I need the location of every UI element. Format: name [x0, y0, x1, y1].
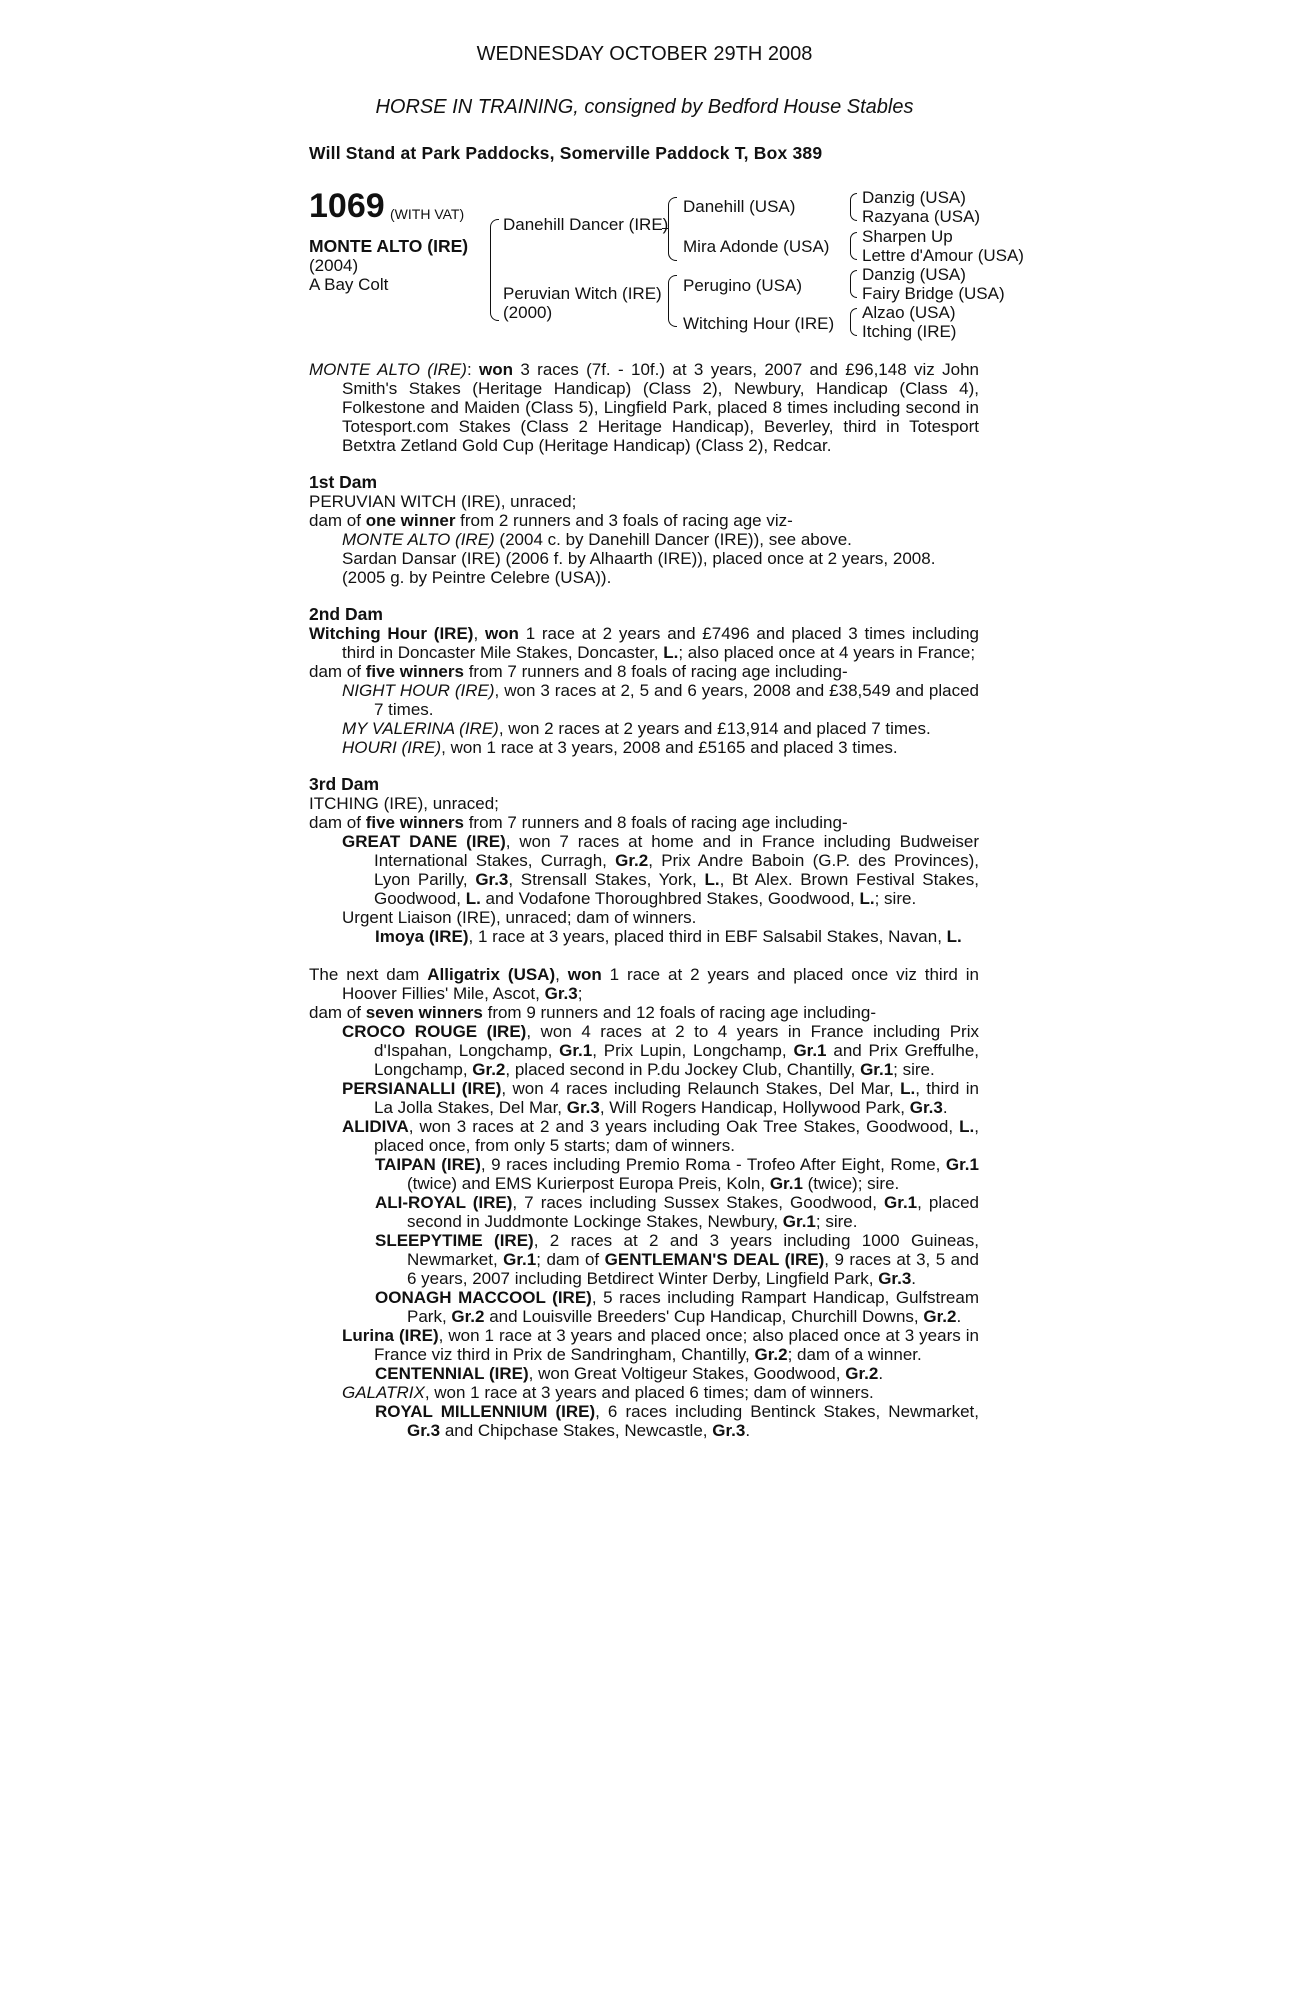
pedigree-brace-3 [668, 275, 677, 327]
next-dam-foal-alidiva: ALIDIVA, won 3 races at 2 and 3 years including Oak Tree Stakes, Goodwood, L., placed once, from only 5 starts; dam of winners. [342, 1117, 979, 1155]
first-dam-line: PERUVIAN WITCH (IRE), unraced; [309, 492, 577, 511]
next-dam-foal-persianalli: PERSIANALLI (IRE), won 4 races including Relaunch Stakes, Del Mar, L., third in La Jolla Stakes, Del Mar, Gr.3, Will Rogers Handicap, Hollywood Park, Gr.3. [342, 1079, 979, 1117]
pedigree-brace-1 [490, 219, 499, 321]
stand-location: Will Stand at Park Paddocks, Somerville Paddock T, Box 389 [309, 143, 823, 163]
pedigree-brace-2-tick [662, 228, 669, 229]
horse-name: MONTE ALTO (IRE) [309, 236, 469, 256]
vat-note: (WITH VAT) [390, 206, 465, 222]
pedigree-gg-4: Lettre d'Amour (USA) [862, 246, 1024, 265]
pedigree-dam-year: (2000) [503, 303, 553, 322]
pedigree-dam-sire: Perugino (USA) [683, 276, 803, 295]
third-dam-heading: 3rd Dam [309, 774, 380, 794]
alidiva-foal-taipan: TAIPAN (IRE), 9 races including Premio Roma - Trofeo After Eight, Rome, Gr.1 (twice) and EMS Kurierpost Europa Preis, Koln, Gr.1 (twice); sire. [375, 1155, 979, 1193]
second-dam-produce: dam of five winners from 7 runners and 8 foals of racing age including- [309, 662, 848, 681]
pedigree-brace-6 [850, 270, 857, 298]
next-dam-foal-galatrix: GALATRIX, won 1 race at 3 years and placed 6 times; dam of winners. [342, 1383, 874, 1402]
pedigree-brace-7 [850, 308, 857, 336]
pedigree-brace-2 [668, 197, 677, 261]
first-dam-heading: 1st Dam [309, 472, 378, 492]
pedigree-gg-5: Danzig (USA) [862, 265, 966, 284]
pedigree-brace-5 [850, 232, 857, 260]
first-dam-produce: dam of one winner from 2 runners and 3 foals of racing age viz- [309, 511, 793, 530]
pedigree-sire-sire: Danehill (USA) [683, 197, 796, 216]
pedigree-gg-1: Danzig (USA) [862, 188, 966, 207]
pedigree-gg-8: Itching (IRE) [862, 322, 957, 341]
horse-year: (2004) [309, 256, 359, 275]
second-dam-record: Witching Hour (IRE), won 1 race at 2 years and £7496 and placed 3 times including third in Doncaster Mile Stakes, Doncaster, L.; also placed once at 4 years in France; [309, 624, 979, 662]
pedigree-sire-dam: Mira Adonde (USA) [683, 237, 830, 256]
next-dam-foal-croco-rouge: CROCO ROUGE (IRE), won 4 races at 2 to 4 years in France including Prix d'Ispahan, Longchamp, Gr.1, Prix Lupin, Longchamp, Gr.1 and Prix Greffulhe, Longchamp, Gr.2, placed second in P.du Jockey Club, Chantilly, Gr.1; sire. [342, 1022, 979, 1079]
sale-date: WEDNESDAY OCTOBER 29TH 2008 [476, 43, 813, 65]
next-dam-produce: dam of seven winners from 9 runners and 12 foals of racing age including- [309, 1003, 876, 1022]
third-dam-line: ITCHING (IRE), unraced; [309, 794, 499, 813]
pedigree-dam: Peruvian Witch (IRE) [503, 284, 662, 303]
pedigree-gg-7: Alzao (USA) [862, 303, 956, 322]
pedigree-gg-3: Sharpen Up [862, 227, 953, 246]
pedigree-gg-2: Razyana (USA) [862, 207, 981, 226]
first-dam-foal-1: MONTE ALTO (IRE) (2004 c. by Danehill Dancer (IRE)), see above. [342, 530, 852, 549]
lurina-foal-centennial: CENTENNIAL (IRE), won Great Voltigeur Stakes, Goodwood, Gr.2. [375, 1364, 884, 1383]
alidiva-foal-oonagh-maccool: OONAGH MACCOOL (IRE), 5 races including Rampart Handicap, Gulfstream Park, Gr.2 and Louisville Breeders' Cup Handicap, Churchill Downs, Gr.2. [375, 1288, 979, 1326]
first-dam-foal-2: Sardan Dansar (IRE) (2006 f. by Alhaarth (IRE)), placed once at 2 years, 2008. [342, 549, 936, 568]
next-dam-record: The next dam Alligatrix (USA), won 1 race at 2 years and placed once viz third in Hoover Fillies' Mile, Ascot, Gr.3; [309, 965, 979, 1003]
galatrix-foal-royal-millennium: ROYAL MILLENNIUM (IRE), 6 races including Bentinck Stakes, Newmarket, Gr.3 and Chipchase Stakes, Newcastle, Gr.3. [375, 1402, 979, 1440]
second-dam-foal-1: NIGHT HOUR (IRE), won 3 races at 2, 5 and 6 years, 2008 and £38,549 and placed 7 times. [342, 681, 979, 719]
third-dam-produce: dam of five winners from 7 runners and 8 foals of racing age including- [309, 813, 848, 832]
second-dam-heading: 2nd Dam [309, 604, 383, 624]
next-dam-foal-lurina: Lurina (IRE), won 1 race at 3 years and placed once; also placed once at 3 years in France viz third in Prix de Sandringham, Chantilly, Gr.2; dam of a winner. [342, 1326, 979, 1364]
horse-description: A Bay Colt [309, 275, 389, 294]
third-dam-foal-urgent-liaison: Urgent Liaison (IRE), unraced; dam of winners. [342, 908, 697, 927]
pedigree-brace-4 [850, 193, 857, 221]
alidiva-foal-sleepytime: SLEEPYTIME (IRE), 2 races at 2 and 3 years including 1000 Guineas, Newmarket, Gr.1; dam of GENTLEMAN'S DEAL (IRE), 9 races at 3, 5 and 6 years, 2007 including Betdirect Winter Derby, Lingfield Park, Gr.3. [375, 1231, 980, 1288]
lot-number: 1069 [309, 187, 385, 225]
catalogue-body [309, 360, 979, 1440]
alidiva-foal-ali-royal: ALI-ROYAL (IRE), 7 races including Sussex Stakes, Goodwood, Gr.1, placed second in Juddmonte Lockinge Stakes, Newbury, Gr.1; sire. [375, 1193, 980, 1231]
third-dam-foal-great-dane: GREAT DANE (IRE), won 7 races at home and in France including Budweiser International Stakes, Curragh, Gr.2, Prix Andre Baboin (G.P. des Provinces), Lyon Parilly, Gr.3, Strensall Stakes, York, L., Bt Alex. Brown Festival Stakes, Goodwood, L. and Vodafone Thoroughbred Stakes, Goodwood, L.; sire. [342, 832, 979, 908]
lot-subtitle: HORSE IN TRAINING, consigned by Bedford House Stables [375, 96, 914, 118]
first-dam-foal-3: (2005 g. by Peintre Celebre (USA)). [342, 568, 612, 587]
third-dam-grandfoal-imoya: Imoya (IRE), 1 race at 3 years, placed third in EBF Salsabil Stakes, Navan, L. [375, 927, 962, 946]
pedigree-dam-dam: Witching Hour (IRE) [683, 314, 835, 333]
pedigree-sire: Danehill Dancer (IRE) [503, 215, 669, 234]
race-record: MONTE ALTO (IRE): won 3 races (7f. - 10f.) at 3 years, 2007 and £96,148 viz John Smith's Stakes (Heritage Handicap) (Class 2), Newbury, Handicap (Class 4), Folkestone and Maiden (Class 5), Lingfield Park, placed 8 times including second in Totesport.com Stakes (Class 2 Heritage Handicap), Beverley, third in Totesport Betxtra Zetland Gold Cup (Heritage Handicap) (Class 2), Redcar. [309, 360, 979, 455]
second-dam-foal-3: HOURI (IRE), won 1 race at 3 years, 2008 and £5165 and placed 3 times. [342, 738, 898, 757]
second-dam-foal-2: MY VALERINA (IRE), won 2 races at 2 years and £13,914 and placed 7 times. [342, 719, 931, 738]
pedigree-gg-6: Fairy Bridge (USA) [862, 284, 1005, 303]
